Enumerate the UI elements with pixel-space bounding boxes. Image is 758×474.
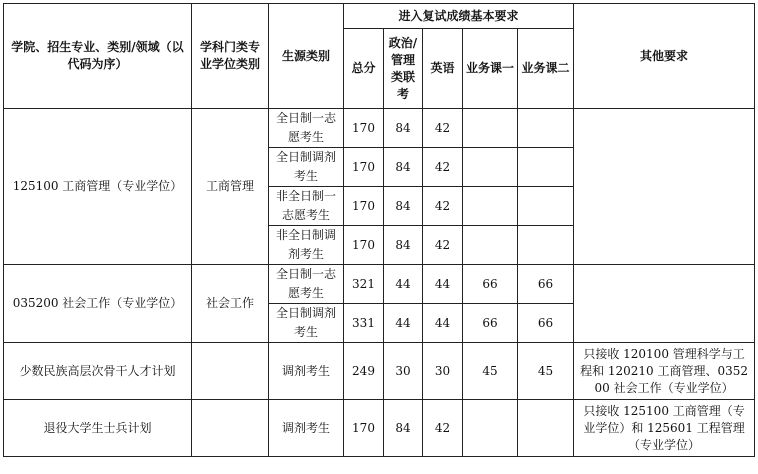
course2-cell: 66 xyxy=(518,304,574,343)
program-cell: 退役大学生士兵计划 xyxy=(4,400,192,457)
total-cell: 170 xyxy=(344,187,384,226)
course2-cell xyxy=(518,400,574,457)
english-cell: 44 xyxy=(423,265,463,304)
header-category: 学科门类专业学位类别 xyxy=(192,4,269,109)
english-cell: 44 xyxy=(423,304,463,343)
total-cell: 249 xyxy=(344,343,384,400)
source-cell: 全日制调剂考生 xyxy=(269,304,344,343)
english-cell: 42 xyxy=(423,226,463,265)
course1-cell: 66 xyxy=(463,265,518,304)
source-cell: 非全日制调剂考生 xyxy=(269,226,344,265)
source-cell: 全日制调剂考生 xyxy=(269,148,344,187)
other-requirements-cell xyxy=(574,109,755,265)
course1-cell xyxy=(463,187,518,226)
category-cell: 社会工作 xyxy=(192,265,269,343)
header-score-group: 进入复试成绩基本要求 xyxy=(344,4,574,29)
course1-cell xyxy=(463,400,518,457)
course2-cell xyxy=(518,148,574,187)
source-cell: 调剂考生 xyxy=(269,343,344,400)
header-total: 总分 xyxy=(344,29,384,109)
total-cell: 321 xyxy=(344,265,384,304)
course1-cell: 45 xyxy=(463,343,518,400)
english-cell: 42 xyxy=(423,400,463,457)
table-row xyxy=(4,343,755,400)
table-row xyxy=(4,265,755,304)
english-cell: 30 xyxy=(423,343,463,400)
program-cell: 125100 工商管理（专业学位） xyxy=(4,109,192,265)
table-row xyxy=(4,400,755,457)
course1-cell: 66 xyxy=(463,304,518,343)
header-politics: 政治/管理类联考 xyxy=(384,29,423,109)
course1-cell xyxy=(463,148,518,187)
source-cell: 非全日制一志愿考生 xyxy=(269,187,344,226)
header-course1: 业务课一 xyxy=(463,29,518,109)
course1-cell xyxy=(463,226,518,265)
course2-cell: 45 xyxy=(518,343,574,400)
other-requirements-cell: 只接收 120100 管理科学与工程和 120210 工商管理、035200 社会工作（专业学位） xyxy=(574,343,755,400)
english-cell: 42 xyxy=(423,109,463,148)
politics-cell: 84 xyxy=(384,400,423,457)
course2-cell xyxy=(518,109,574,148)
header-source: 生源类别 xyxy=(269,4,344,109)
header-college: 学院、招生专业、类别/领域（以代码为序） xyxy=(4,4,192,109)
source-cell: 调剂考生 xyxy=(269,400,344,457)
program-cell: 035200 社会工作（专业学位） xyxy=(4,265,192,343)
total-cell: 170 xyxy=(344,400,384,457)
category-cell xyxy=(192,400,269,457)
politics-cell: 84 xyxy=(384,109,423,148)
politics-cell: 44 xyxy=(384,265,423,304)
program-cell: 少数民族高层次骨干人才计划 xyxy=(4,343,192,400)
course1-cell xyxy=(463,109,518,148)
total-cell: 170 xyxy=(344,226,384,265)
total-cell: 170 xyxy=(344,148,384,187)
source-cell: 全日制一志愿考生 xyxy=(269,109,344,148)
header-course2: 业务课二 xyxy=(518,29,574,109)
politics-cell: 44 xyxy=(384,304,423,343)
total-cell: 331 xyxy=(344,304,384,343)
english-cell: 42 xyxy=(423,187,463,226)
category-cell: 工商管理 xyxy=(192,109,269,265)
source-cell: 全日制一志愿考生 xyxy=(269,265,344,304)
header-english: 英语 xyxy=(423,29,463,109)
course2-cell xyxy=(518,187,574,226)
politics-cell: 84 xyxy=(384,226,423,265)
other-requirements-cell xyxy=(574,265,755,343)
table-row xyxy=(4,109,755,148)
category-cell xyxy=(192,343,269,400)
politics-cell: 84 xyxy=(384,148,423,187)
course2-cell xyxy=(518,226,574,265)
politics-cell: 84 xyxy=(384,187,423,226)
course2-cell: 66 xyxy=(518,265,574,304)
admission-requirements-table xyxy=(3,3,755,457)
other-requirements-cell: 只接收 125100 工商管理（专业学位）和 125601 工程管理（专业学位） xyxy=(574,400,755,457)
header-other: 其他要求 xyxy=(574,4,755,109)
english-cell: 42 xyxy=(423,148,463,187)
politics-cell: 30 xyxy=(384,343,423,400)
total-cell: 170 xyxy=(344,109,384,148)
